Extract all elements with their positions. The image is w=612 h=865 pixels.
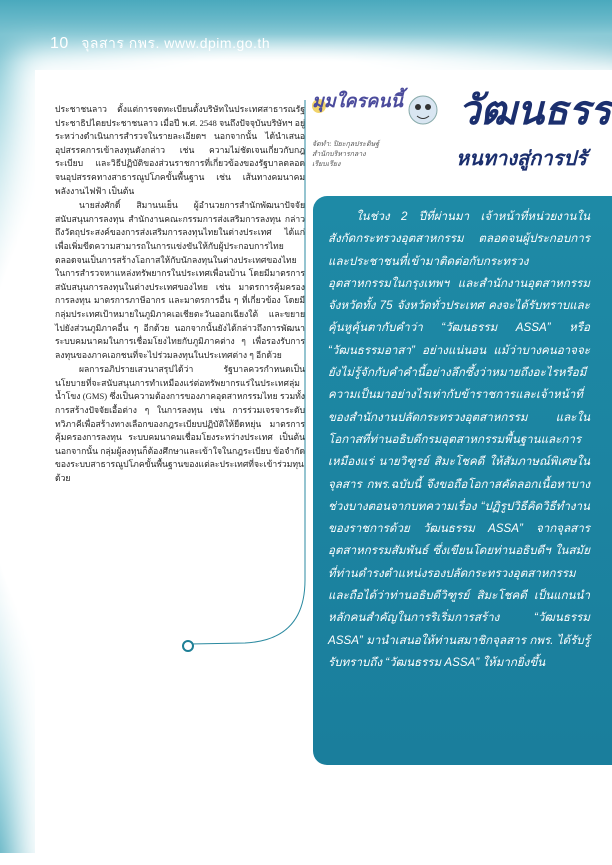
intro-panel-text [328, 206, 590, 674]
page-number: 10 [50, 35, 69, 52]
decorative-curve [150, 100, 310, 660]
logo-text: มุมใครคนนี้ [312, 91, 403, 111]
article-title: วัฒนธรร [458, 89, 612, 133]
author-line: จัดทำ: ปิยะกุลประดิษฐ์ [312, 140, 380, 148]
author-credit [312, 139, 392, 169]
intro-paragraph: ในช่วง 2 ปีที่ผ่านมา เจ้าหน้าที่หน่วยงานในสังกัดกระทรวงอุตสาหกรรม ตลอดจนผู้ประกอบการและประชาชนที่เข้ามาติดต่อกับกระทรวงอุตสาหกรรมในกรุงเทพฯ และสำนักงานอุตสาหกรรมจังหวัดทั้ง 75 จังหวัดทั่วประเทศ คงจะได้รับทราบและคุ้นหูคุ้นตากับคำว่า “วัฒนธรรม ASSA” หรือ “วัฒนธรรมอาสา” อย่างแน่นอน แม้ว่าบางคนอาจจะยังไม่รู้จักกับคำคำนี้อย่างลึกซึ้งว่าหมายถึงอะไรหรือมีความเป็นมาอย่างไรเท่ากับข้าราชการและเจ้าหน้าที่ของสำนักงานปลัดกระทรวงอุตสาหกรรม และในโอกาสที่ท่านอธิบดีกรมอุตสาหกรรมพื้นฐานและการเหมืองแร่ นายวิฑูรย์ สิมะโชคดี ให้สัมภาษณ์พิเศษในจุลสาร กพร.ฉบับนี้ จึงขอถือโอกาสคัดลอกเนื้อหาบางช่วงบางตอนจากบทความเรื่อง “ปฏิรูปวิธีคิดวิธีทำงานของราชการด้วย วัฒนธรรม ASSA” จากจุลสารอุตสาหกรรมสัมพันธ์ ซึ่งเขียนโดยท่านอธิบดีฯ ในสมัยที่ท่านดำรงตำแหน่งรองปลัดกระทรวงอุตสาหกรรม และถือได้ว่าท่านอธิบดีวิฑูรย์ สิมะโชคดี เป็นแกนนำหลักคนสำคัญในการริเริ่มการสร้าง “วัฒนธรรม ASSA” มานำเสนอให้ท่านสมาชิกจุลสาร กพร. ได้รับรู้รับทราบถึง “วัฒนธรรม ASSA” ให้มากยิ่งขึ้น [328, 210, 590, 669]
page-header [0, 0, 612, 62]
author-line: เรียบเรียง [312, 160, 341, 168]
bullet-dot-icon [182, 640, 194, 652]
author-line: สำนักบริหารกลาง [312, 150, 366, 158]
left-paragraph: ผลการอภิปรายเสวนาสรุปได้ว่า รัฐบาลควรกำหนดเป็นนโยบายที่จะสนับสนุนการทำเหมืองแร่ต่อทรัพยากรแร่ในประเทศลุ่มน้ำโขง (GMS) ซึ่งเป็นความต้องการของภาคอุตสาหกรรมไทย รวมทั้งการสร้างปัจจัยเอื้อต่าง ๆ ในการลงทุน เช่น การร่วมเจรจาระดับทวิภาคีเพื่อสร้างทางเลือกของกฎระเบียบปฏิบัติให้ยืดหยุ่น มาตรการคุ้มครองการลงทุน ระบบคมนาคมเชื่อมโยงระหว่างประเทศ เป็นต้น นอกจากนั้น กลุ่มผู้ลงทุนก็ต้องศึกษาและเข้าใจในกฎระเบียบ ข้อจำกัดของระบบสาธารณูปโภคขั้นพื้นฐานของแต่ละประเทศที่จะเข้าร่วมทุนด้วย [55, 364, 305, 484]
left-paragraph: นายส่งศักดิ์ สิมานนเย็น ผู้อำนวยการสำนักพัฒนาปัจจัยสนับสนุนการลงทุน สำนักงานคณะกรรมการส่งเสริมการลงทุน กล่าวถึงวัตถุประสงค์ของการส่งเสริมการลงทุนไทยในต่างประเทศ ได้แก่ เพื่อเพิ่มขีดความสามารถในการแข่งขันให้กับผู้ประกอบการไทย ตลอดจนเป็นการสร้างโอกาสให้กับนักลงทุนในต่างประเทศของไทยในการสำรวจหาแหล่งทรัพยากรในประเทศเพื่อนบ้าน โดยมีมาตรการสนับสนุนการลงทุนในต่างประเทศของไทย เช่น มาตรการคุ้มครองการลงทุน มาตรการภาษีอากร และมาตรการอื่น ๆ ที่เกี่ยวข้อง โดยมีกลุ่มประเทศเป้าหมายในภูมิภาคเอเชียตะวันออกเฉียงใต้ และขยายไปยังส่วนภูมิภาคอื่น ๆ อีกด้วย นอกจากนั้นยังได้กล่าวถึงการพัฒนาระบบคมนาคมในการเชื่อมโยงไทยกับภูมิภาคต่าง ๆ เพื่อรองรับการลงทุนของภาคเอกชนที่จะไปร่วมลงทุนในประเทศต่าง ๆ อีกด้วย [55, 200, 305, 360]
left-paragraph: ประชาชนลาว ตั้งแต่การจดทะเบียนตั้งบริษัทในประเทศสาธารณรัฐประชาธิปไตยประชาชนลาว เมื่อปี พ.ศ. 2548 จนถึงปัจจุบันบริษัทฯ อยู่ระหว่างดำเนินการสำรวจในรายละเอียดฯ นอกจากนั้น ได้นำเสนออุปสรรคการเข้าลงทุนดังกล่าว เช่น ความไม่ชัดเจนเกี่ยวกับกฎระเบียบ และวิธีปฏิบัติของส่วนราชการที่เกี่ยวข้องของรัฐบาลตลอดจนอุปสรรคทางสาธารณูปโภคขั้นพื้นฐาน เช่น เส้นทางคมนาคม พลังงานไฟฟ้า เป็นต้น [55, 104, 305, 196]
header-text [50, 33, 270, 55]
article-subtitle: หนทางสู่การปรั [456, 148, 587, 170]
publication-name: จุลสาร กพร. www.dpim.go.th [81, 35, 271, 51]
